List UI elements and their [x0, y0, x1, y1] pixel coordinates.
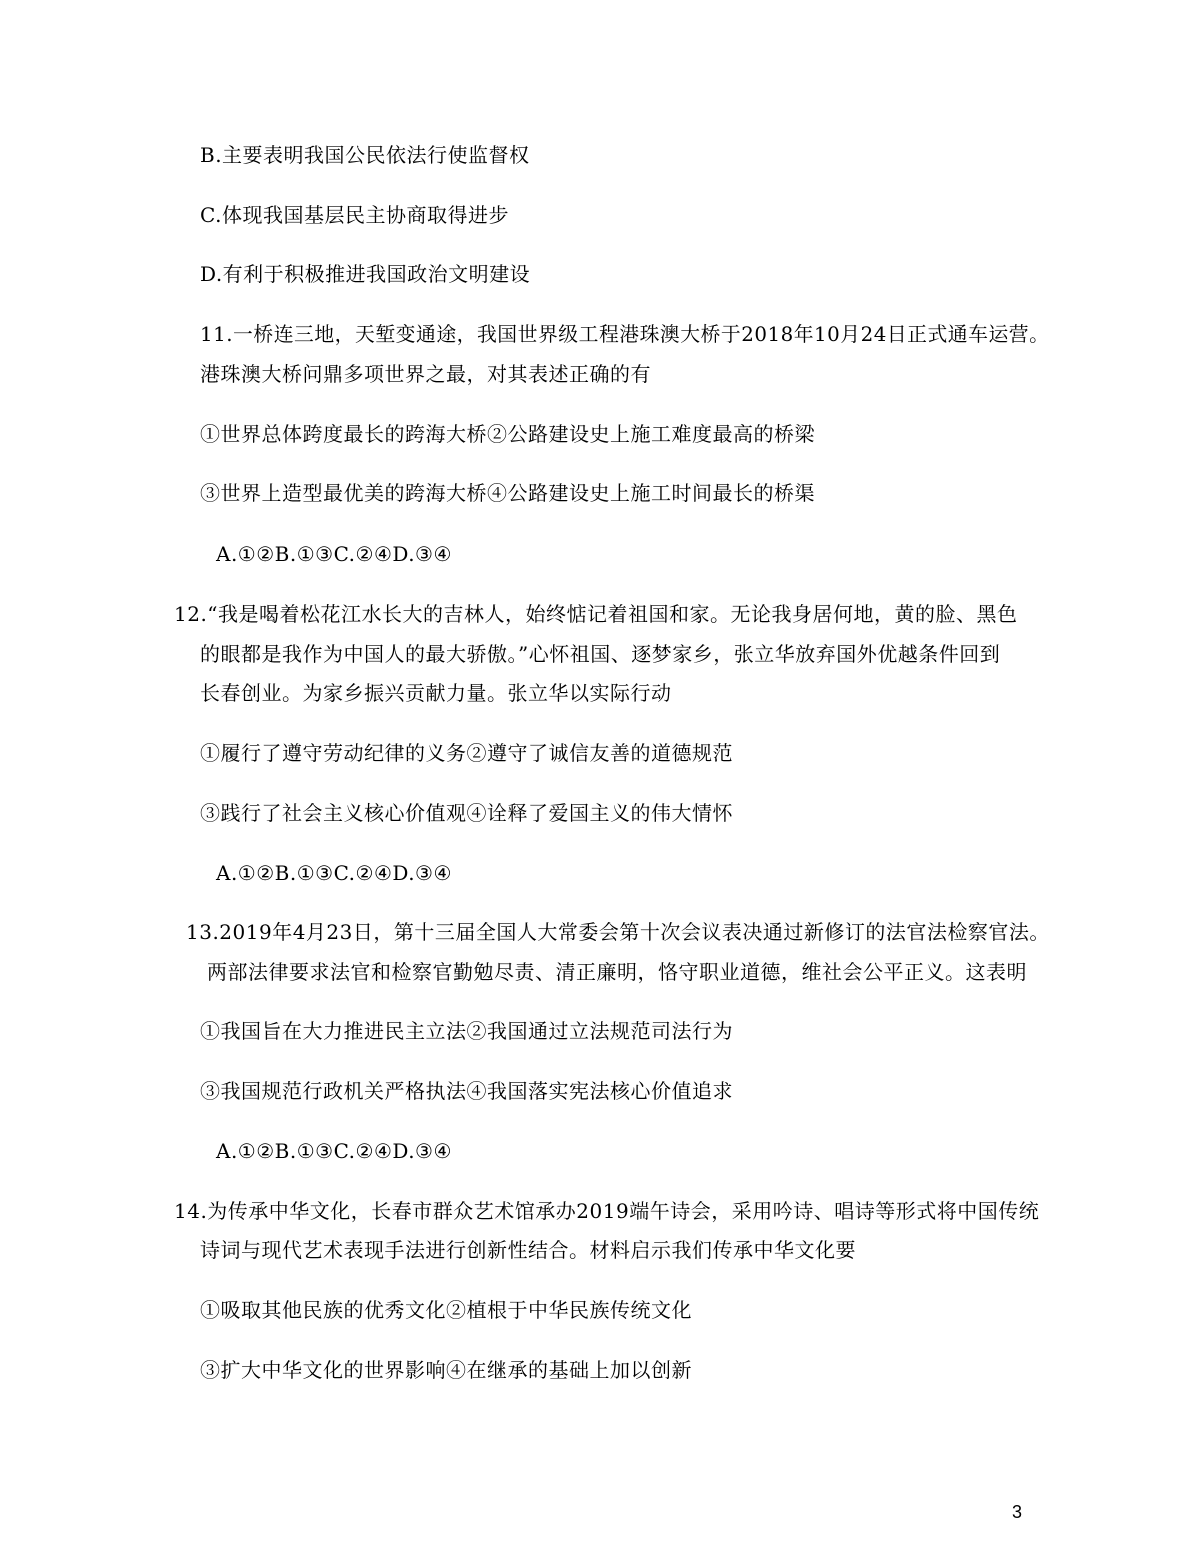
question-11-line-1: 11.一桥连三地，天堑变通途，我国世界级工程港珠澳大桥于2018年10月24日正式通车运营。: [200, 323, 1050, 346]
question-12-line-3: 长春创业。为家乡振兴贡献力量。张立华以实际行动: [200, 681, 672, 705]
option-10d: D.有利于积极推进我国政治文明建设: [200, 262, 531, 286]
question-12-line-1: 12.“我是喝着松花江水长大的吉林人，始终惦记着祖国和家。无论我身居何地，黄的脸、黑色: [174, 602, 1018, 626]
question-13-choices: A.①②B.①③C.②④D.③④: [216, 1139, 452, 1163]
option-10c: C.体现我国基层民主协商取得进步: [200, 203, 509, 227]
question-11-line-2: 港珠澳大桥问鼎多项世界之最，对其表述正确的有: [200, 362, 651, 386]
question-12-statements-2: ③践行了社会主义核心价值观④诠释了爱国主义的伟大情怀: [200, 801, 733, 825]
question-13-line-2: 两部法律要求法官和检察官勤勉尽责、清正廉明，恪守职业道德，维社会公平正义。这表明: [207, 960, 1027, 984]
question-12-statements-1: ①履行了遵守劳动纪律的义务②遵守了诚信友善的道德规范: [200, 741, 733, 765]
question-14-statements-2: ③扩大中华文化的世界影响④在继承的基础上加以创新: [200, 1358, 692, 1382]
question-13-line-1: 13.2019年4月23日，第十三届全国人大常委会第十次会议表决通过新修订的法官法检察官法。: [186, 920, 1050, 944]
question-14-statements-1: ①吸取其他民族的优秀文化②植根于中华民族传统文化: [200, 1298, 692, 1322]
question-13-statements-2: ③我国规范行政机关严格执法④我国落实宪法核心价值追求: [200, 1079, 733, 1103]
page-number: 3: [1012, 1502, 1023, 1522]
option-10b: B.主要表明我国公民依法行使监督权: [200, 143, 530, 167]
question-11-statements-2: ③世界上造型最优美的跨海大桥④公路建设史上施工时间最长的桥渠: [200, 481, 815, 505]
question-14-line-1: 14.为传承中华文化，长春市群众艺术馆承办2019端午诗会，采用吟诗、唱诗等形式将中国传统: [174, 1199, 1040, 1223]
question-11-statements-1: ①世界总体跨度最长的跨海大桥②公路建设史上施工难度最高的桥梁: [200, 422, 815, 446]
question-14-line-2: 诗词与现代艺术表现手法进行创新性结合。材料启示我们传承中华文化要: [200, 1238, 856, 1262]
question-13-statements-1: ①我国旨在大力推进民主立法②我国通过立法规范司法行为: [200, 1019, 733, 1043]
question-12-line-2: 的眼都是我作为中国人的最大骄傲。”心怀祖国、逐梦家乡，张立华放弃国外优越条件回到: [200, 642, 1001, 666]
question-11-choices: A.①②B.①③C.②④D.③④: [216, 542, 452, 566]
question-12-choices: A.①②B.①③C.②④D.③④: [216, 861, 452, 885]
